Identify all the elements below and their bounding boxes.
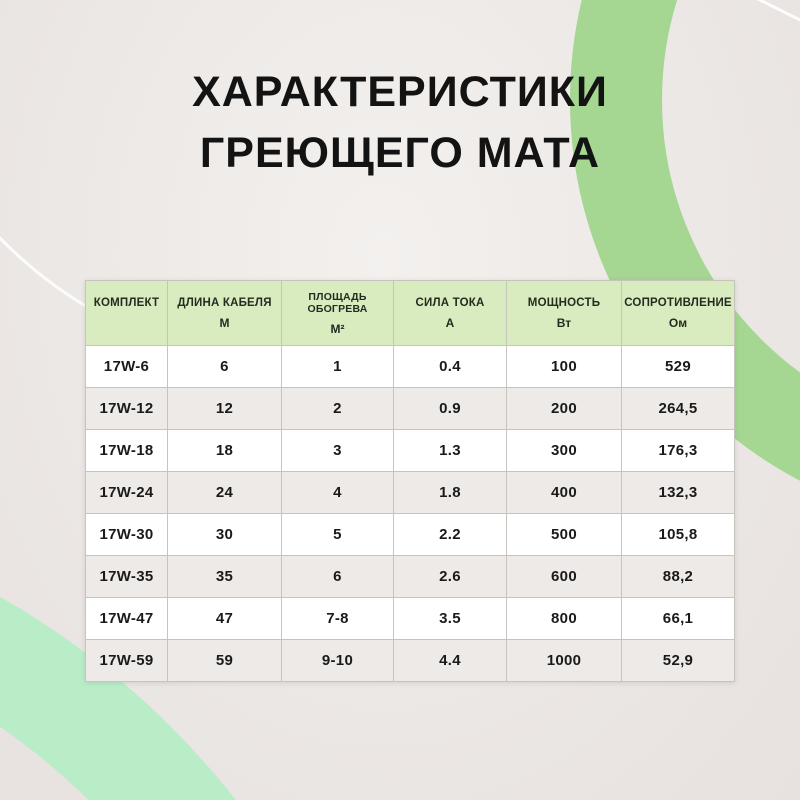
table-cell: 1 <box>282 346 394 388</box>
table-cell: 6 <box>282 556 394 598</box>
table-row <box>86 598 735 640</box>
column-header <box>86 281 168 346</box>
table-cell: 264,5 <box>622 388 735 430</box>
table-body <box>86 346 735 682</box>
table-row <box>86 388 735 430</box>
table-cell: 176,3 <box>622 430 735 472</box>
column-label: ПЛОЩАДЬ ОБОГРЕВА <box>307 290 368 315</box>
page-title-line2: ГРЕЮЩЕГО МАТА <box>199 129 601 177</box>
table-cell: 17W-24 <box>86 472 168 514</box>
table-cell: 105,8 <box>622 514 735 556</box>
table-cell: 0.9 <box>394 388 507 430</box>
table-cell: 12 <box>168 388 282 430</box>
table-cell: 17W-12 <box>86 388 168 430</box>
column-label: ДЛИНА КАБЕЛЯ <box>177 296 272 309</box>
table-cell: 35 <box>168 556 282 598</box>
table-cell: 17W-6 <box>86 346 168 388</box>
page-title <box>0 62 800 184</box>
table-cell: 529 <box>622 346 735 388</box>
table-cell: 6 <box>168 346 282 388</box>
table-cell: 17W-18 <box>86 430 168 472</box>
table-cell: 17W-47 <box>86 598 168 640</box>
column-label: СОПРОТИВЛЕНИЕ <box>624 296 732 309</box>
table-cell: 66,1 <box>622 598 735 640</box>
table-cell: 52,9 <box>622 640 735 682</box>
table-row <box>86 556 735 598</box>
table-row <box>86 472 735 514</box>
column-header <box>622 281 735 346</box>
table-cell: 1000 <box>507 640 622 682</box>
column-label: СИЛА ТОКА <box>415 296 485 309</box>
column-unit: Вт <box>556 315 572 330</box>
table-row <box>86 640 735 682</box>
table-cell: 59 <box>168 640 282 682</box>
table-cell: 30 <box>168 514 282 556</box>
table-cell: 3 <box>282 430 394 472</box>
table-cell: 800 <box>507 598 622 640</box>
table-cell: 9-10 <box>282 640 394 682</box>
table-cell: 0.4 <box>394 346 507 388</box>
table-cell: 200 <box>507 388 622 430</box>
table-cell: 600 <box>507 556 622 598</box>
table-cell: 17W-35 <box>86 556 168 598</box>
table-cell: 47 <box>168 598 282 640</box>
table-cell: 2 <box>282 388 394 430</box>
table-cell: 4 <box>282 472 394 514</box>
column-unit <box>86 316 167 330</box>
table-row <box>86 430 735 472</box>
table-header-row <box>86 281 735 346</box>
table-row <box>86 514 735 556</box>
table-cell: 132,3 <box>622 472 735 514</box>
column-label: КОМПЛЕКТ <box>93 296 160 309</box>
column-header <box>507 281 622 346</box>
white-curve-top-right <box>752 0 800 22</box>
column-header <box>282 281 394 346</box>
table-cell: 1.3 <box>394 430 507 472</box>
column-unit: М <box>219 315 230 330</box>
column-header <box>168 281 282 346</box>
table-cell: 3.5 <box>394 598 507 640</box>
page-title-line1: ХАРАКТЕРИСТИКИ <box>192 68 608 116</box>
table-cell: 2.6 <box>394 556 507 598</box>
table-cell: 18 <box>168 430 282 472</box>
table-cell: 4.4 <box>394 640 507 682</box>
column-unit: А <box>445 315 455 330</box>
table-cell: 5 <box>282 514 394 556</box>
column-unit: М² <box>330 321 345 336</box>
table-row <box>86 346 735 388</box>
characteristics-table-container <box>85 280 735 682</box>
column-unit: Ом <box>668 315 688 330</box>
column-label: МОЩНОСТЬ <box>527 296 601 309</box>
table-cell: 1.8 <box>394 472 507 514</box>
table-cell: 400 <box>507 472 622 514</box>
table-cell: 2.2 <box>394 514 507 556</box>
table-cell: 17W-30 <box>86 514 168 556</box>
table-cell: 88,2 <box>622 556 735 598</box>
table-cell: 7-8 <box>282 598 394 640</box>
table-header <box>86 281 735 346</box>
characteristics-table <box>85 280 735 682</box>
table-cell: 24 <box>168 472 282 514</box>
column-header <box>394 281 507 346</box>
table-cell: 17W-59 <box>86 640 168 682</box>
table-cell: 300 <box>507 430 622 472</box>
table-cell: 100 <box>507 346 622 388</box>
table-cell: 500 <box>507 514 622 556</box>
